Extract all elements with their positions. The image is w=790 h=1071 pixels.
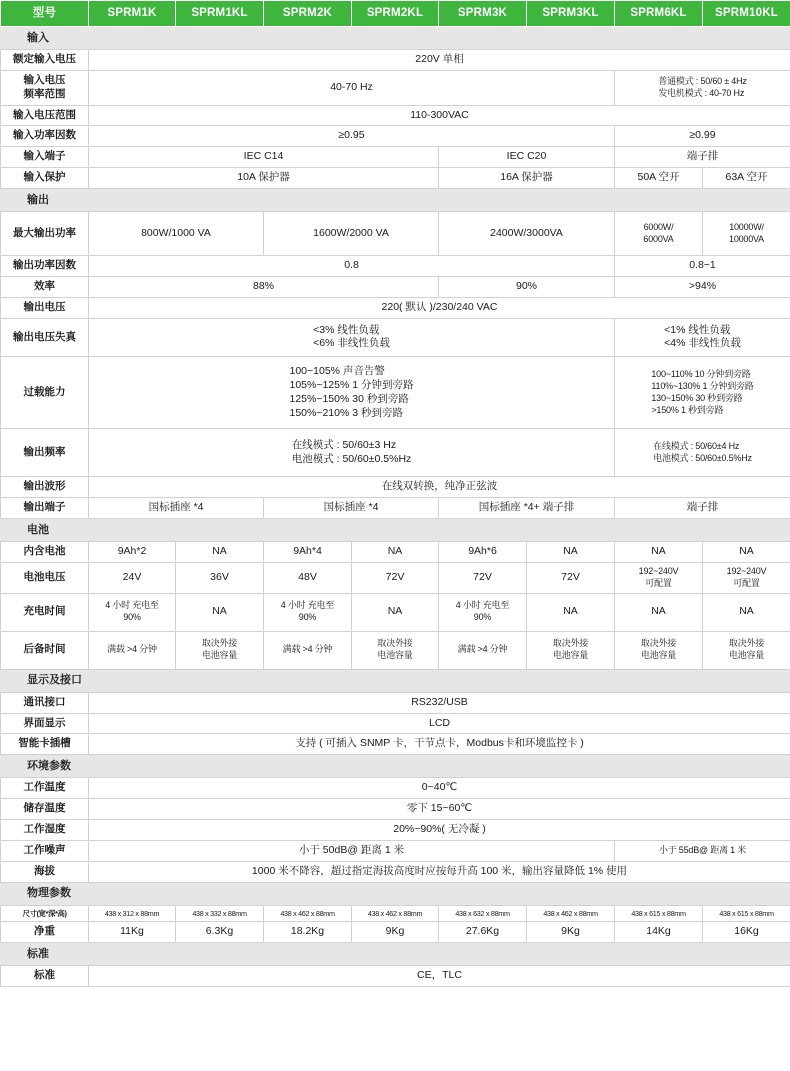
section-title-input: 输入 xyxy=(1,27,790,50)
value-distortion-main-linear: <3% 线性负载 xyxy=(313,323,380,336)
label-dimensions: 尺寸(宽*深*高) xyxy=(1,905,89,922)
value-battery-voltage-4: 72V xyxy=(439,562,527,593)
value-battery-voltage-2: 48V xyxy=(264,562,352,593)
label-output-waveform: 输出波形 xyxy=(1,477,89,498)
row-internal-battery xyxy=(1,542,790,563)
section-title-standard: 标准 xyxy=(1,943,790,966)
row-output-voltage-distortion xyxy=(1,318,790,357)
value-overload-main xyxy=(89,357,615,429)
value-charge-time-0-l2: 90% xyxy=(123,612,141,623)
header-model-sprm10kl: SPRM10KL xyxy=(703,1,790,27)
label-output-power-factor: 输出功率因数 xyxy=(1,256,89,277)
value-output-waveform: 在线双转换，纯净正弦波 xyxy=(89,477,790,498)
section-title-environment: 环境参数 xyxy=(1,755,790,778)
value-smart-card-slot: 支持 ( 可插入 SNMP 卡，干节点卡，Modbus卡和环境监控卡 ) xyxy=(89,734,790,755)
value-internal-battery-5: NA xyxy=(527,542,615,563)
section-title-physical: 物理参数 xyxy=(1,882,790,905)
value-backup-time-3-l1: 取决外接 xyxy=(377,638,413,649)
row-efficiency xyxy=(1,276,790,297)
value-output-power-factor-right: 0.8~1 xyxy=(615,256,790,277)
header-model-sprm2kl: SPRM2KL xyxy=(352,1,439,27)
row-operating-noise xyxy=(1,840,790,861)
value-overload-main-2: 105%~125% 1 分钟到旁路 xyxy=(289,378,414,391)
value-charge-time-2-l1: 4 小时 充电至 xyxy=(280,600,335,611)
row-operating-temp xyxy=(1,778,790,799)
value-output-voltage: 220( 默认 )/230/240 VAC xyxy=(89,297,790,318)
header-model-sprm1kl: SPRM1KL xyxy=(176,1,264,27)
value-input-terminal-iec-c14: IEC C14 xyxy=(89,147,439,168)
value-internal-battery-0: 9Ah*2 xyxy=(89,542,176,563)
section-band-physical xyxy=(1,882,790,905)
value-overload-right xyxy=(615,357,790,429)
value-net-weight-6: 14Kg xyxy=(615,922,703,943)
value-internal-battery-4: 9Ah*6 xyxy=(439,542,527,563)
value-input-protection-10a: 10A 保护器 xyxy=(89,168,439,189)
value-input-protection-50a: 50A 空开 xyxy=(615,168,703,189)
label-input-voltage-range: 输入电压范围 xyxy=(1,105,89,126)
label-input-freq-range-line1: 输入电压 xyxy=(23,73,66,86)
value-dimensions-5: 438 x 462 x 88mm xyxy=(527,905,615,922)
row-input-power-factor xyxy=(1,126,790,147)
value-charge-time-3: NA xyxy=(352,593,439,631)
value-internal-battery-3: NA xyxy=(352,542,439,563)
value-charge-time-2-l2: 90% xyxy=(298,612,317,623)
row-output-terminal xyxy=(1,498,790,519)
value-max-output-power-10k xyxy=(703,212,790,256)
value-input-freq-range-main: 40-70 Hz xyxy=(89,70,615,105)
value-charge-time-0 xyxy=(89,593,176,631)
value-backup-time-5 xyxy=(527,631,615,669)
value-comm-interface: RS232/USB xyxy=(89,692,790,713)
value-output-frequency-right-online: 在线模式 : 50/60±4 Hz xyxy=(653,440,740,451)
label-input-terminal: 输入端子 xyxy=(1,147,89,168)
value-output-frequency-main-online: 在线模式 : 50/60±3 Hz xyxy=(291,438,397,451)
label-output-voltage-distortion: 输出电压失真 xyxy=(1,318,89,357)
value-battery-voltage-6-range: 192~240V xyxy=(638,565,679,576)
row-rated-input-voltage xyxy=(1,50,790,71)
value-output-frequency-right-battery: 电池模式 : 50/60±0.5%Hz xyxy=(653,452,752,463)
value-battery-voltage-7-range: 192~240V xyxy=(726,565,767,576)
row-operating-humidity xyxy=(1,819,790,840)
value-efficiency-88: 88% xyxy=(89,276,439,297)
value-overload-main-3: 125%~150% 30 秒到旁路 xyxy=(289,392,409,405)
value-max-output-power-2k: 1600W/2000 VA xyxy=(264,212,439,256)
value-dimensions-3: 438 x 462 x 88mm xyxy=(352,905,439,922)
value-interface-display: LCD xyxy=(89,713,790,734)
row-backup-time xyxy=(1,631,790,669)
label-storage-temp: 储存温度 xyxy=(1,799,89,820)
section-band-output xyxy=(1,189,790,212)
label-output-voltage: 输出电压 xyxy=(1,297,89,318)
row-altitude xyxy=(1,861,790,882)
value-dimensions-4: 438 x 632 x 88mm xyxy=(439,905,527,922)
label-interface-display: 界面显示 xyxy=(1,713,89,734)
value-input-freq-normal-mode: 普通模式 : 50/60 ± 4Hz xyxy=(658,75,747,86)
value-operating-humidity: 20%~90%( 无冷凝 ) xyxy=(89,819,790,840)
section-title-display: 显示及接口 xyxy=(1,669,790,692)
value-charge-time-0-l1: 4 小时 充电至 xyxy=(105,600,159,611)
label-smart-card-slot: 智能卡插槽 xyxy=(1,734,89,755)
row-charge-time xyxy=(1,593,790,631)
value-backup-time-2: 满载 >4 分钟 xyxy=(264,631,352,669)
header-model-sprm2k: SPRM2K xyxy=(264,1,352,27)
value-battery-voltage-6 xyxy=(615,562,703,593)
header-model-sprm6kl: SPRM6KL xyxy=(615,1,703,27)
value-internal-battery-1: NA xyxy=(176,542,264,563)
value-charge-time-4-l1: 4 小时 充电至 xyxy=(455,600,510,611)
value-backup-time-6-l2: 电池容量 xyxy=(640,650,677,661)
value-distortion-main-nonlinear: <6% 非线性负载 xyxy=(313,337,390,350)
value-max-output-power-6k-va: 6000VA xyxy=(643,233,674,244)
value-backup-time-1-l2: 电池容量 xyxy=(201,650,238,661)
value-backup-time-3 xyxy=(352,631,439,669)
value-charge-time-5: NA xyxy=(527,593,615,631)
value-max-output-power-3k: 2400W/3000VA xyxy=(439,212,615,256)
label-charge-time: 充电时间 xyxy=(1,593,89,631)
section-title-battery: 电池 xyxy=(1,519,790,542)
value-backup-time-6-l1: 取决外接 xyxy=(640,638,677,649)
value-net-weight-1: 6.3Kg xyxy=(176,922,264,943)
label-operating-humidity: 工作湿度 xyxy=(1,819,89,840)
row-output-voltage xyxy=(1,297,790,318)
value-distortion-right-linear: <1% 线性负载 xyxy=(664,323,731,336)
section-band-battery xyxy=(1,519,790,542)
value-net-weight-0: 11Kg xyxy=(89,922,176,943)
value-backup-time-7 xyxy=(703,631,790,669)
value-net-weight-7: 16Kg xyxy=(703,922,790,943)
header-model-label: 型号 xyxy=(1,1,89,27)
section-title-output: 输出 xyxy=(1,189,790,212)
value-internal-battery-6: NA xyxy=(615,542,703,563)
label-operating-noise: 工作噪声 xyxy=(1,840,89,861)
row-output-power-factor xyxy=(1,256,790,277)
value-output-terminal-2: 国标插座 *4 xyxy=(264,498,439,519)
value-dimensions-1: 438 x 332 x 88mm xyxy=(176,905,264,922)
value-input-terminal-terminal-block: 端子排 xyxy=(615,147,790,168)
label-output-frequency: 输出频率 xyxy=(1,429,89,477)
label-altitude: 海拔 xyxy=(1,861,89,882)
value-internal-battery-2: 9Ah*4 xyxy=(264,542,352,563)
value-backup-time-4: 满载 >4 分钟 xyxy=(439,631,527,669)
row-input-voltage-range xyxy=(1,105,790,126)
value-battery-voltage-1: 36V xyxy=(176,562,264,593)
label-standard: 标准 xyxy=(1,966,89,987)
section-band-standard xyxy=(1,943,790,966)
section-band-input xyxy=(1,27,790,50)
value-input-freq-generator-mode: 发电机模式 : 40-70 Hz xyxy=(658,87,745,98)
value-backup-time-1 xyxy=(176,631,264,669)
label-battery-voltage: 电池电压 xyxy=(1,562,89,593)
value-input-voltage-range: 110-300VAC xyxy=(89,105,790,126)
value-input-protection-16a: 16A 保护器 xyxy=(439,168,615,189)
row-output-frequency xyxy=(1,429,790,477)
section-band-environment xyxy=(1,755,790,778)
value-distortion-right xyxy=(615,318,790,357)
label-input-protection: 输入保护 xyxy=(1,168,89,189)
value-input-terminal-iec-c20: IEC C20 xyxy=(439,147,615,168)
label-rated-input-voltage: 额定输入电压 xyxy=(1,50,89,71)
value-internal-battery-7: NA xyxy=(703,542,790,563)
row-battery-voltage xyxy=(1,562,790,593)
row-smart-card-slot xyxy=(1,734,790,755)
value-max-output-power-10k-w: 10000W/ xyxy=(729,221,764,232)
value-rated-input-voltage: 220V 单相 xyxy=(89,50,790,71)
row-storage-temp xyxy=(1,799,790,820)
value-net-weight-5: 9Kg xyxy=(527,922,615,943)
value-battery-voltage-0: 24V xyxy=(89,562,176,593)
value-backup-time-7-l1: 取决外接 xyxy=(728,638,765,649)
value-dimensions-6: 438 x 615 x 88mm xyxy=(615,905,703,922)
value-input-freq-range-right xyxy=(615,70,790,105)
row-input-protection xyxy=(1,168,790,189)
value-max-output-power-6k xyxy=(615,212,703,256)
value-overload-main-4: 150%~210% 3 秒到旁路 xyxy=(289,406,404,419)
label-net-weight: 净重 xyxy=(1,922,89,943)
value-net-weight-4: 27.6Kg xyxy=(439,922,527,943)
row-input-terminal xyxy=(1,147,790,168)
value-charge-time-2 xyxy=(264,593,352,631)
value-charge-time-4 xyxy=(439,593,527,631)
value-dimensions-2: 438 x 462 x 88mm xyxy=(264,905,352,922)
value-battery-voltage-5: 72V xyxy=(527,562,615,593)
value-altitude: 1000 米不降容，超过指定海拔高度时应按每升高 100 米，输出容量降低 1% 使用 xyxy=(89,861,790,882)
value-battery-voltage-7-config: 可配置 xyxy=(733,577,760,588)
value-input-power-factor-right: ≥0.99 xyxy=(615,126,790,147)
value-operating-noise-main: 小于 50dB@ 距离 1 米 xyxy=(89,840,615,861)
value-charge-time-1: NA xyxy=(176,593,264,631)
label-input-power-factor: 输入功率因数 xyxy=(1,126,89,147)
row-overload-capacity xyxy=(1,357,790,429)
label-overload-capacity: 过载能力 xyxy=(1,357,89,429)
section-band-display xyxy=(1,669,790,692)
value-standard: CE，TLC xyxy=(89,966,790,987)
value-operating-temp: 0~40℃ xyxy=(89,778,790,799)
value-overload-right-2: 110%~130% 1 分钟到旁路 xyxy=(651,380,754,391)
label-output-terminal: 输出端子 xyxy=(1,498,89,519)
table-header-row xyxy=(1,1,790,27)
row-standard xyxy=(1,966,790,987)
value-output-power-factor-main: 0.8 xyxy=(89,256,615,277)
value-input-protection-63a: 63A 空开 xyxy=(703,168,790,189)
value-overload-main-1: 100~105% 声音告警 xyxy=(289,365,385,378)
value-distortion-main xyxy=(89,318,615,357)
row-interface-display xyxy=(1,713,790,734)
row-input-freq-range xyxy=(1,70,790,105)
value-max-output-power-6k-w: 6000W/ xyxy=(643,221,674,232)
value-charge-time-6: NA xyxy=(615,593,703,631)
label-efficiency: 效率 xyxy=(1,276,89,297)
value-battery-voltage-7 xyxy=(703,562,790,593)
value-dimensions-7: 438 x 615 x 88mm xyxy=(703,905,790,922)
value-backup-time-5-l1: 取决外接 xyxy=(552,638,589,649)
header-model-sprm3kl: SPRM3KL xyxy=(527,1,615,27)
label-input-freq-range xyxy=(1,70,89,105)
value-dimensions-0: 438 x 312 x 88mm xyxy=(89,905,176,922)
value-backup-time-0: 满载 >4 分钟 xyxy=(89,631,176,669)
value-net-weight-3: 9Kg xyxy=(352,922,439,943)
value-operating-noise-right: 小于 55dB@ 距离 1 米 xyxy=(615,840,790,861)
value-input-power-factor-main: ≥0.95 xyxy=(89,126,615,147)
value-backup-time-7-l2: 电池容量 xyxy=(728,650,765,661)
value-battery-voltage-3: 72V xyxy=(352,562,439,593)
value-efficiency-90: 90% xyxy=(439,276,615,297)
label-comm-interface: 通讯接口 xyxy=(1,692,89,713)
value-overload-right-1: 100~110% 10 分钟到旁路 xyxy=(651,369,751,380)
header-model-sprm1k: SPRM1K xyxy=(89,1,176,27)
label-input-freq-range-line2: 频率范围 xyxy=(23,87,66,100)
value-efficiency-94: >94% xyxy=(615,276,790,297)
value-backup-time-3-l2: 电池容量 xyxy=(377,650,413,661)
value-output-frequency-right xyxy=(615,429,790,477)
row-output-waveform xyxy=(1,477,790,498)
value-battery-voltage-6-config: 可配置 xyxy=(645,577,672,588)
value-max-output-power-1k: 800W/1000 VA xyxy=(89,212,264,256)
value-output-frequency-main-battery: 电池模式 : 50/60±0.5%Hz xyxy=(291,452,412,465)
label-backup-time: 后备时间 xyxy=(1,631,89,669)
value-max-output-power-10k-va: 10000VA xyxy=(729,233,764,244)
value-distortion-right-nonlinear: <4% 非线性负载 xyxy=(664,337,741,350)
value-output-terminal-1: 国标插座 *4 xyxy=(89,498,264,519)
value-backup-time-6 xyxy=(615,631,703,669)
label-operating-temp: 工作温度 xyxy=(1,778,89,799)
value-storage-temp: 零下 15~60℃ xyxy=(89,799,790,820)
value-backup-time-1-l1: 取决外接 xyxy=(201,638,238,649)
value-overload-right-4: >150% 1 秒到旁路 xyxy=(651,404,724,415)
value-charge-time-7: NA xyxy=(703,593,790,631)
row-dimensions xyxy=(1,905,790,922)
label-max-output-power: 最大输出功率 xyxy=(1,212,89,256)
value-backup-time-5-l2: 电池容量 xyxy=(552,650,589,661)
value-output-terminal-3: 国标插座 *4+ 端子排 xyxy=(439,498,615,519)
value-output-terminal-4: 端子排 xyxy=(615,498,790,519)
row-net-weight xyxy=(1,922,790,943)
row-comm-interface xyxy=(1,692,790,713)
header-model-sprm3k: SPRM3K xyxy=(439,1,527,27)
value-net-weight-2: 18.2Kg xyxy=(264,922,352,943)
value-charge-time-4-l2: 90% xyxy=(473,612,492,623)
value-output-frequency-main xyxy=(89,429,615,477)
label-internal-battery: 内含电池 xyxy=(1,542,89,563)
row-max-output-power xyxy=(1,212,790,256)
value-overload-right-3: 130~150% 30 秒到旁路 xyxy=(651,392,743,403)
